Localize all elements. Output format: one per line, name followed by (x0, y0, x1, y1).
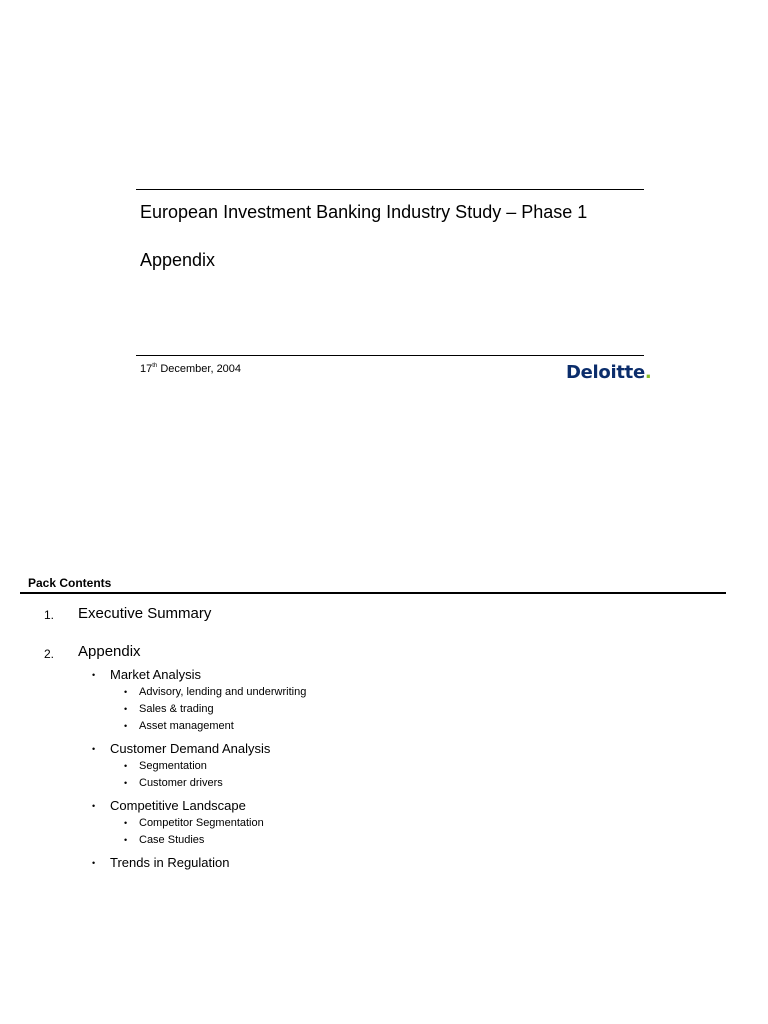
deloitte-logo (566, 362, 651, 383)
appendix-subsection: Customer drivers (139, 777, 223, 789)
cover-subtitle: Appendix (140, 250, 216, 270)
bullet-icon: • (92, 801, 96, 811)
appendix-section: Market Analysis (110, 667, 202, 682)
bullet-icon: • (124, 818, 128, 828)
appendix-section: Trends in Regulation (110, 855, 230, 870)
pack-contents-rule (20, 592, 726, 594)
bullet-icon: • (124, 687, 128, 697)
appendix-subsection: Sales & trading (139, 703, 214, 715)
cover-title: European Investment Banking Industry Study – Phase 1 (140, 202, 588, 222)
bullet-icon: • (124, 778, 128, 788)
appendix-section: Customer Demand Analysis (110, 741, 271, 756)
cover-date (140, 363, 241, 375)
logo-dot: . (644, 362, 652, 383)
cover-top-rule (136, 189, 644, 190)
bullet-icon: • (92, 744, 96, 754)
bullet-icon: • (124, 835, 128, 845)
appendix-subsection: Case Studies (139, 834, 205, 846)
date-suffix: th (152, 363, 158, 369)
bullet-icon: • (92, 670, 96, 680)
item-number: 1. (44, 608, 55, 622)
appendix-subsection: Asset management (139, 720, 234, 732)
appendix-subsection: Competitor Segmentation (139, 817, 264, 829)
bullet-icon: • (124, 721, 128, 731)
appendix-subsection: Advisory, lending and underwriting (139, 686, 307, 698)
cover-bottom-rule (136, 355, 644, 356)
pack-contents-heading: Pack Contents (28, 576, 112, 590)
appendix-section: Competitive Landscape (110, 798, 246, 813)
logo-text: Deloitte (566, 362, 645, 383)
item-appendix: Appendix (78, 643, 141, 660)
appendix-subsection: Segmentation (139, 760, 207, 772)
bullet-icon: • (92, 858, 96, 868)
item-number: 2. (44, 647, 55, 661)
item-executive-summary: Executive Summary (78, 605, 212, 622)
bullet-icon: • (124, 761, 128, 771)
bullet-icon: • (124, 704, 128, 714)
date-day: 17 (140, 363, 153, 375)
date-rest: December, 2004 (157, 363, 242, 375)
